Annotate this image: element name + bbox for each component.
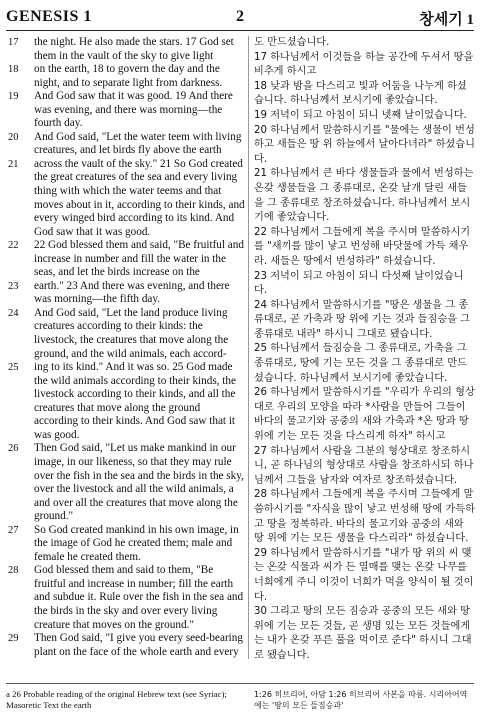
verse-text: 22 God blessed them and said, "Be fruitful and increase in number and fill the water in the seas, and let the birds increase on the [34, 239, 244, 279]
verse-row [6, 307, 246, 361]
verse-row [6, 158, 246, 239]
korean-verse-text: 21 하나님께서 큰 바다 생물들과 물에서 번성하는 온갖 생물들을 그 종류대로, 온갖 날개 달린 새들을 그 종류대로 창조하셨습니다. 하나님께서 보시기에 좋았습니다. [254, 168, 474, 224]
verse-row [6, 63, 246, 90]
korean-verse-row [254, 547, 475, 605]
verse-row [6, 131, 246, 158]
column-divider [248, 36, 249, 659]
korean-verse-row [254, 124, 475, 168]
korean-verse-text: 20 하나님께서 말씀하시기를 "물에는 생물이 번성하고 새들은 땅 위 하늘에서 날아다녀라" 하셨습니다. [254, 124, 475, 165]
korean-verse-text: 22 하나님께서 그들에게 복을 주시며 말씀하시기를 "새끼를 많이 낳고 번성해 바닷물에 가득 채우라. 새들은 땅에서 번성하라" 하셨습니다. [254, 226, 471, 267]
korean-verse-text: 30 그리고 땅의 모든 짐승과 공중의 모든 새와 땅 위에 기는 모든 것들, 곧 생명 있는 모든 것들에게는 내가 온갖 푸른 풀을 먹이로 준다" 하시니 그대로 됐습니다. [254, 606, 472, 659]
header-rule [6, 30, 474, 31]
running-head-english: GENESIS 1 [6, 8, 92, 25]
verse-number: 25 [8, 362, 19, 374]
verse-number: 29 [8, 633, 19, 645]
korean-verse-row [254, 167, 475, 225]
korean-verse-row [254, 109, 475, 124]
korean-verse-text: 도 만드셨습니다. [254, 37, 330, 48]
korean-verse-text: 23 저녁이 되고 아침이 되니 다섯째 날이었습니다. [254, 270, 464, 297]
korean-verse-text: 27 하나님께서 사람을 그분의 형상대로 창조하시니, 곧 하나님의 형상대로 사람을 창조하시되 하나님께서 그들을 남자와 여자로 창조하셨습니다. [254, 445, 474, 486]
verse-row [6, 280, 246, 307]
verse-row [6, 90, 246, 131]
english-column [6, 36, 246, 659]
verse-number: 28 [8, 565, 19, 577]
verse-number: 20 [8, 131, 19, 143]
verse-number: 21 [8, 158, 19, 170]
korean-verse-text: 18 낮과 밤을 다스리고 빛과 어둠을 나누게 하셨습니다. 하나님께서 보시기에 좋았습니다. [254, 80, 467, 107]
verse-row [6, 36, 246, 63]
korean-verse-text: 25 하나님께서 들짐승을 그 종류대로, 가축을 그 종류대로, 땅에 기는 모든 것을 그 종류대로 만드셨습니다. 하나님께서 보시기에 좋았습니다. [254, 343, 467, 384]
korean-verse-row [254, 299, 475, 343]
footnote-korean: 1:26 히브리어, 아담 1:26 히브리어 사본을 따름. 시리아어역에는 '땅의 모든 들짐승과' [254, 690, 468, 710]
verse-number: 24 [8, 307, 19, 319]
verse-text: And God saw that it was good. 19 And there was evening, and there was morning—the fourth day. [34, 90, 233, 130]
korean-verse-row [254, 270, 475, 299]
korean-verse-row [254, 342, 475, 386]
footnote-english: a 26 Probable reading of the original Hebrew text (see Syriac); Masoretic Text the earth [6, 689, 227, 710]
verse-number: 19 [8, 91, 19, 103]
verse-row [6, 361, 246, 442]
verse-text: God blessed them and said to them, "Be fruitful and increase in number; fill the earth and subdue it. Rule over the fish in the sea and the birds in the sky and over every living creature that moves on the ground." [34, 564, 244, 631]
korean-verse-row [254, 51, 475, 80]
verse-number: 23 [8, 280, 19, 292]
korean-verse-row [254, 386, 475, 444]
korean-verse-text: 19 저녁이 되고 아침이 되니 넷째 날이었습니다. [254, 109, 467, 121]
verse-text: Then God said, "I give you every seed-bearing plant on the face of the whole earth and every [34, 632, 243, 658]
verse-number: 18 [8, 64, 19, 76]
korean-verse-row [254, 488, 475, 546]
korean-verse-row [254, 80, 475, 109]
footnote-rule [6, 683, 474, 684]
verse-text: earth." 23 And there was evening, and there was morning—the fifth day. [34, 279, 230, 306]
page-header [6, 6, 474, 28]
verse-text: on the earth, 18 to govern the day and the night, and to separate light from darkness. [34, 63, 223, 89]
korean-verse-row [254, 445, 475, 489]
verse-number: 17 [8, 37, 19, 48]
korean-verse-row [254, 226, 475, 270]
korean-verse-text: 29 하나님께서 말씀하시기를 "내가 땅 위의 씨 맺는 온갖 식물과 씨가 든 열매를 맺는 온갖 나무를 너희에게 주니 이것이 너희가 먹을 양식이 될 것이다. [254, 547, 474, 603]
verse-number: 22 [8, 240, 19, 252]
korean-verse-text: 24 하나님께서 말씀하시기를 "땅은 생물을 그 종류대로, 곧 가축과 땅 위에 기는 것과 들짐승을 그 종류대로 내라" 하시니 그대로 됐습니다. [254, 299, 471, 340]
verse-number: 27 [8, 524, 19, 536]
verse-text: ing to its kind." And it was so. 25 God made the wild animals according to their kinds, the livestock according to their kinds, and all the creatures that move along the ground according to their kinds. And God saw that it was good. [34, 361, 236, 441]
korean-verse-text: 17 하나님께서 이것들을 하늘 공간에 두셔서 땅을 비추게 하시고 [254, 51, 474, 78]
verse-text: Then God said, "Let us make mankind in our image, in our likeness, so that they may rule over the fish in the sea and the birds in the sky, over the livestock and all the wild animals, a and over all the creatures that move along the ground." [34, 442, 244, 523]
verse-row [6, 524, 246, 565]
running-head-korean: 창세기 1 [419, 12, 474, 28]
korean-verse-text: 28 하나님께서 그들에게 복을 주시며 그들에게 말씀하시기를 "자식을 많이 낳고 번성해 땅에 가득하고 땅을 정복하라. 바다의 물고기와 공중의 새와 땅 위에 기는 모든 생물을 다스리라" 하셨습니다. [254, 489, 475, 545]
verse-text: So God created mankind in his own image, in the image of God he created them; male and female he created them. [34, 523, 239, 563]
korean-verse-row [254, 605, 475, 659]
verse-text: across the vault of the sky." 21 So God created the great creatures of the sea and every living thing with which the water teems and that moves about in it, according to their kinds, and every winged bird according to its kind. And God saw that it was good. [34, 157, 245, 238]
verse-number: 26 [8, 443, 19, 455]
verse-row [6, 442, 246, 523]
verse-text: the night. He also made the stars. 17 God set them in the vault of the sky to give light [34, 36, 234, 62]
verse-text: And God said, "Let the water teem with living creatures, and let birds fly above the earth [34, 130, 242, 157]
verse-row [6, 632, 246, 659]
verse-text: And God said, "Let the land produce living creatures according to their kinds: the livestock, the creatures that move along the ground, and the wild animals, each accord- [34, 306, 229, 360]
page-number: 2 [236, 8, 244, 25]
korean-verse-row [254, 36, 475, 51]
korean-verse-text: 26 하나님께서 말씀하시기를 "우리가 우리의 형상대로 우리의 모양을 따라 *사람을 만들어 그들이 바다의 물고기와 공중의 새와 가축과 *온 땅과 땅 위에 기는 모든 것을 다스리게 하자" 하시고 [254, 387, 475, 443]
korean-column [254, 36, 475, 659]
verse-row [6, 564, 246, 632]
verse-row [6, 239, 246, 280]
